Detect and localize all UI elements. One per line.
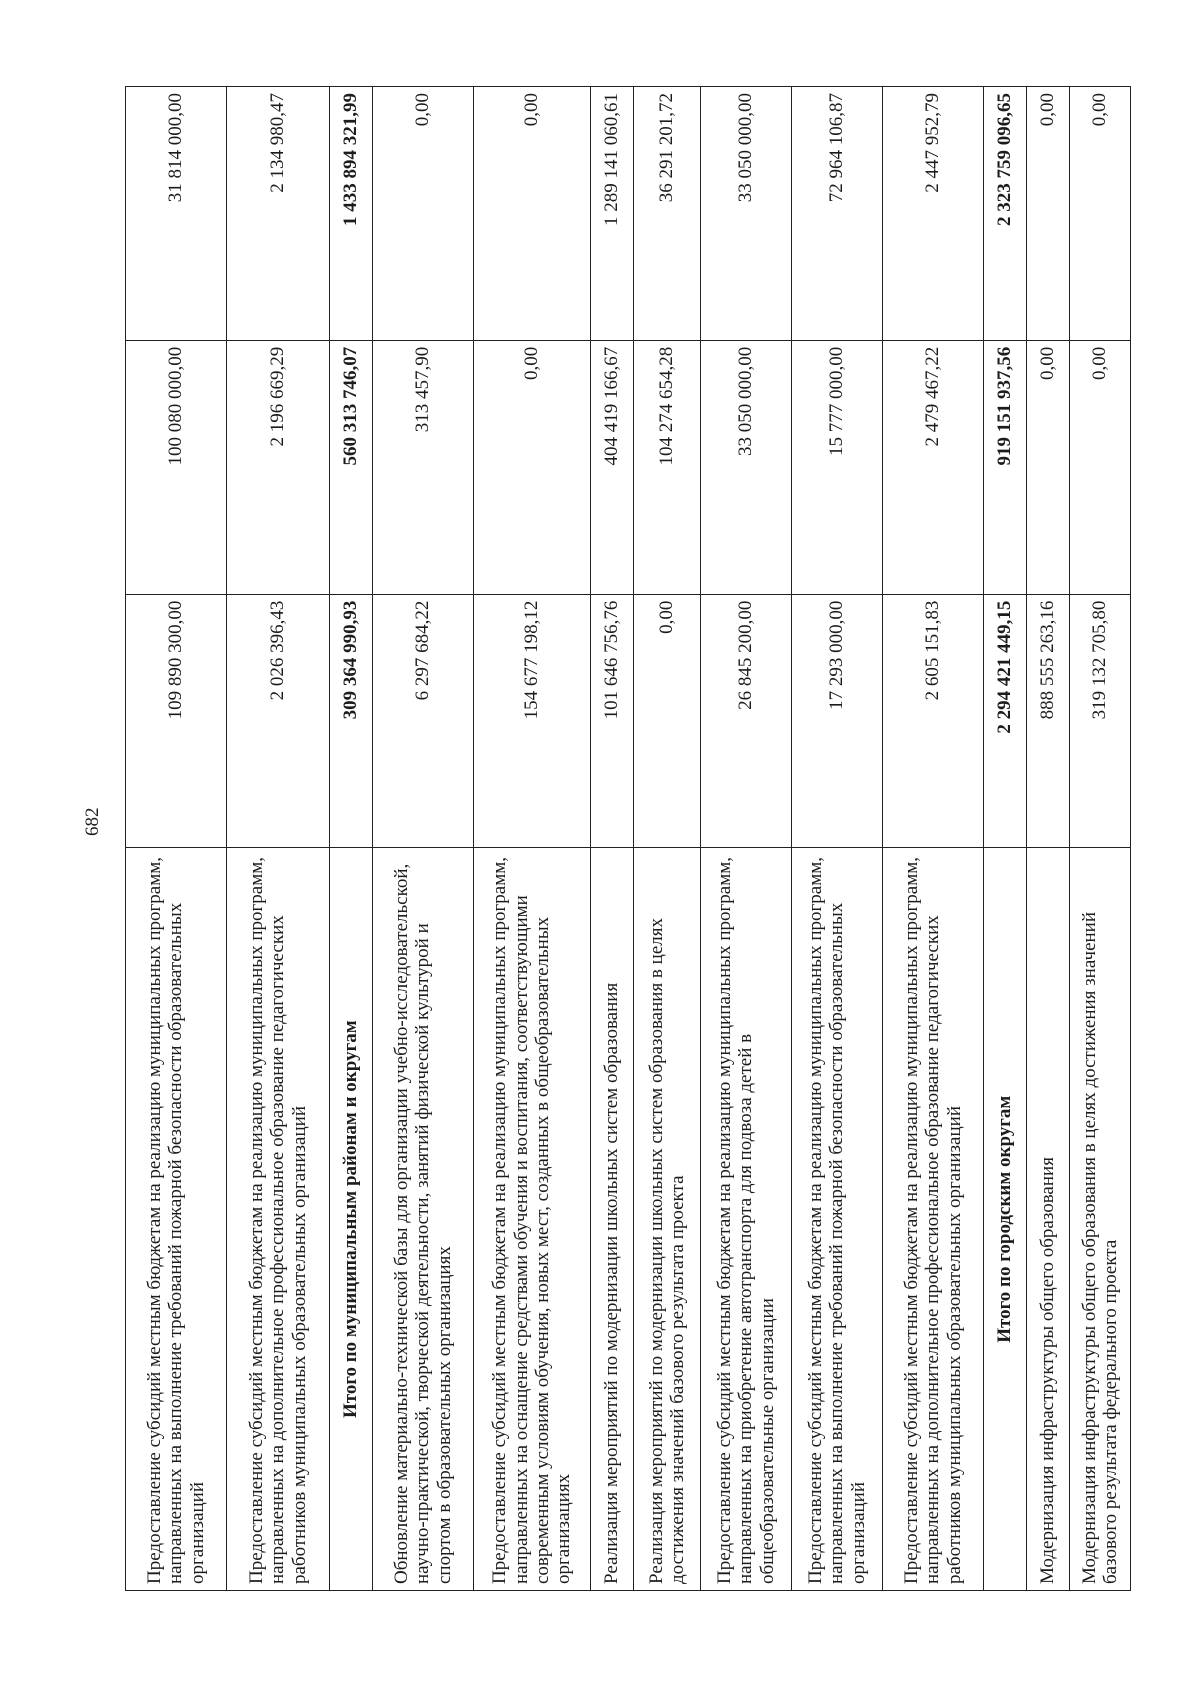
row-value-2: 2 196 669,29 [227,340,330,594]
row-value-1: 2 026 396,43 [227,594,330,848]
row-description: Реализация мероприятий по модернизации школьных систем образования [591,848,634,1591]
subtotal-value-3: 2 323 759 096,65 [984,87,1027,341]
row-value-1: 0,00 [634,594,701,848]
page-number: 682 [82,807,103,836]
row-description: Реализация мероприятий по модернизации школьных систем образования в целях достижения значений базового результата проекта [634,848,701,1591]
table-row [1027,87,1070,1591]
subtotal-value-1: 2 294 421 449,15 [984,594,1027,848]
row-value-3: 0,00 [1027,87,1070,341]
subtotal-value-2: 919 151 937,56 [984,340,1027,594]
row-value-1: 319 132 705,80 [1070,594,1131,848]
budget-table [125,86,1131,1591]
row-value-2: 0,00 [474,340,591,594]
subtotal-value-3: 1 433 894 321,99 [330,87,373,341]
row-description: Предоставление субсидий местным бюджетам на реализацию муниципальных программ, направленных на дополнительное профессиональное образование педагогических работников муниципальных образовательных организаций [883,848,984,1591]
row-description: Предоставление субсидий местным бюджетам на реализацию муниципальных программ, направленных на дополнительное профессиональное образование педагогических работников муниципальных образовательных организаций [227,848,330,1591]
row-value-1: 17 293 000,00 [792,594,883,848]
row-value-2: 33 050 000,00 [701,340,792,594]
table-row [792,87,883,1591]
row-description: Предоставление субсидий местным бюджетам на реализацию муниципальных программ, направленных на приобретение автотранспорта для подвоза детей в общеобразовательные организации [701,848,792,1591]
rotated-table-container [125,86,1121,1591]
row-value-2: 2 479 467,22 [883,340,984,594]
subtotal-label: Итого по городским округам [984,848,1027,1591]
table-row [1070,87,1131,1591]
row-value-3: 72 964 106,87 [792,87,883,341]
row-value-3: 33 050 000,00 [701,87,792,341]
row-value-2: 100 080 000,00 [126,340,227,594]
row-value-2: 0,00 [1070,340,1131,594]
table-row [883,87,984,1591]
table-row [373,87,474,1591]
row-value-2: 104 274 654,28 [634,340,701,594]
row-description: Предоставление субсидий местным бюджетам на реализацию муниципальных программ, направленных на выполнение требований пожарной безопасности образовательных организаций [792,848,883,1591]
table-row [227,87,330,1591]
row-value-2: 313 457,90 [373,340,474,594]
row-value-1: 26 845 200,00 [701,594,792,848]
row-description: Модернизация инфраструктуры общего образования [1027,848,1070,1591]
row-description: Модернизация инфраструктуры общего образования в целях достижения значений базового результата федерального проекта [1070,848,1131,1591]
row-value-1: 2 605 151,83 [883,594,984,848]
row-value-3: 2 447 952,79 [883,87,984,341]
row-value-3: 2 134 980,47 [227,87,330,341]
row-description: Предоставление субсидий местным бюджетам на реализацию муниципальных программ, направленных на оснащение средствами обучения и воспитания, соответствующими современным условиям обучения, новых мест, созданных в общеобразовательных организациях [474,848,591,1591]
subtotal-row-city-districts [984,87,1027,1591]
row-value-1: 6 297 684,22 [373,594,474,848]
row-value-3: 1 289 141 060,61 [591,87,634,341]
subtotal-row-municipal-districts [330,87,373,1591]
table-row [474,87,591,1591]
row-description: Обновление материально-технической базы для организации учебно-исследовательской, научно-практической, творческой деятельности, занятий физической культурой и спортом в образовательных организациях [373,848,474,1591]
row-value-3: 31 814 000,00 [126,87,227,341]
row-value-1: 101 646 756,76 [591,594,634,848]
row-value-1: 888 555 263,16 [1027,594,1070,848]
row-value-3: 0,00 [1070,87,1131,341]
row-value-1: 154 677 198,12 [474,594,591,848]
row-description: Предоставление субсидий местным бюджетам на реализацию муниципальных программ, направленных на выполнение требований пожарной безопасности образовательных организаций [126,848,227,1591]
row-value-2: 0,00 [1027,340,1070,594]
row-value-3: 0,00 [373,87,474,341]
row-value-3: 0,00 [474,87,591,341]
row-value-1: 109 890 300,00 [126,594,227,848]
subtotal-label: Итого по муниципальным районам и округам [330,848,373,1591]
table-row [126,87,227,1591]
row-value-2: 404 419 166,67 [591,340,634,594]
table-row [634,87,701,1591]
row-value-2: 15 777 000,00 [792,340,883,594]
subtotal-value-1: 309 364 990,93 [330,594,373,848]
row-value-3: 36 291 201,72 [634,87,701,341]
table-row [701,87,792,1591]
table-row [591,87,634,1591]
subtotal-value-2: 560 313 746,07 [330,340,373,594]
